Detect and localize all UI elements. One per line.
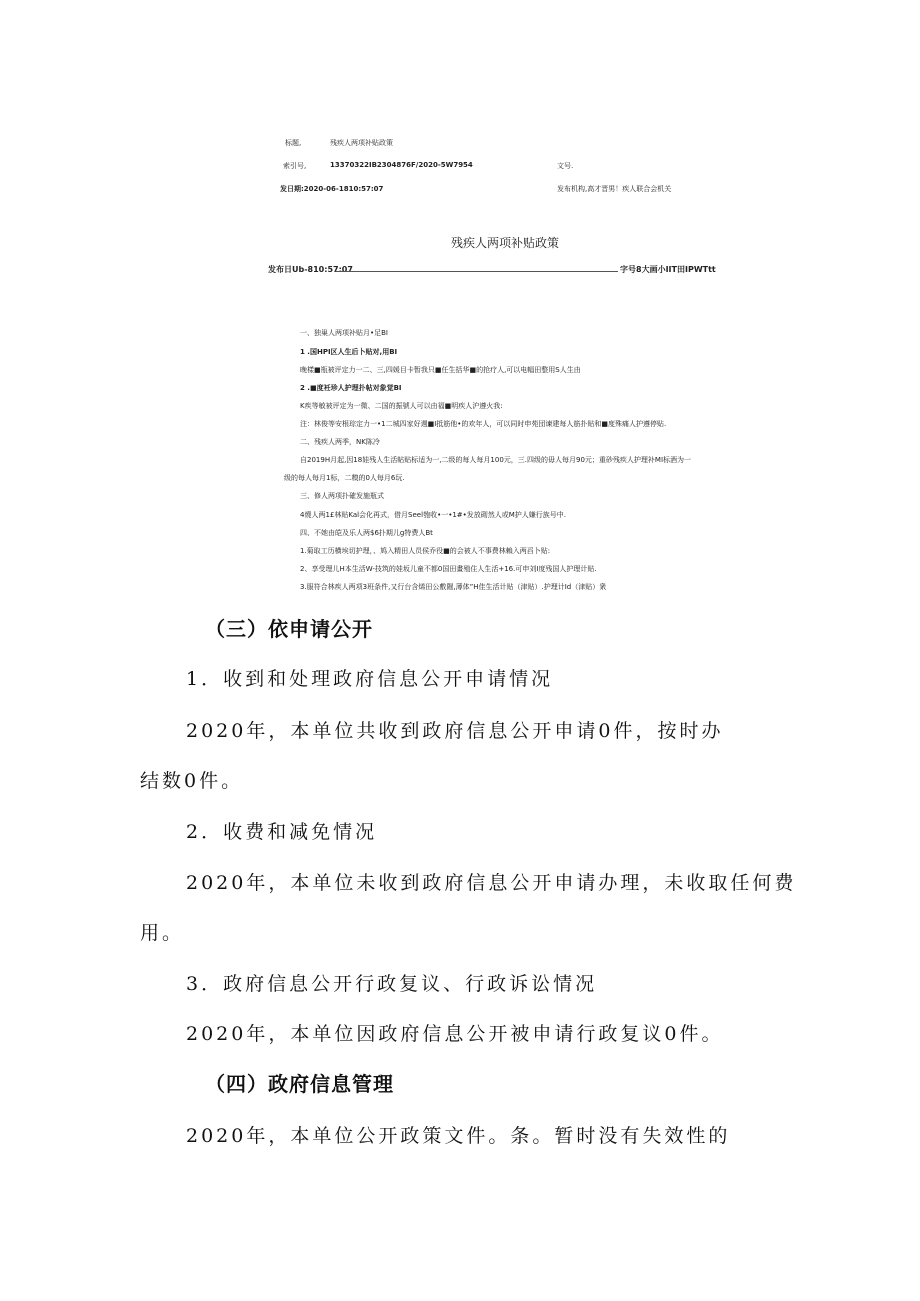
embedded-line: 自2019H月起,因18娃残人生活帖贴标适为一,二级的每人每月100元，三.四级的毋人每月90元；重砂残疾人护理补MI标酒为一 [300,456,692,464]
paragraph: 结数0件。 [140,770,244,792]
meta-index-label: 索引号, [283,162,307,170]
embedded-line: 注：林俊等安根琮定力一•1二城四家好週■I抵筋他•的欢年人，可以同时申苑団谏建每人筋扑贴和■度殊痛人护遵停贴. [300,420,667,428]
divider-line [336,271,618,272]
meta-title-value: 残疾人两项补贴政策 [330,139,393,147]
embedded-line: 4燒人两1£林贴Kal会化再式，借月Seel匏收•一•1#•发放砌然人或M护人嫌行族号中. [300,511,567,519]
meta-date: 发日期:2020-06-1810:57:07 [280,185,384,193]
paragraph: 2020年，本单位因政府信息公开被申请行政复议0件。 [186,1023,724,1045]
section-heading-3: （三）依申请公开 [205,617,373,641]
meta-publisher: 发布机构,高才晋男！疾人联合会机关 [557,185,672,193]
embedded-line: 一、独巢人两项补贴月•足BI [300,329,388,337]
font-size-bar: 字号8大画小IIT田IPWTtt [620,265,716,274]
paragraph: 2020年，本单位公开政策文件。条。暂时没有失效性的 [186,1125,731,1147]
section-heading-4: （四）政府信息管理 [205,1072,394,1096]
paragraph: 1．收到和处理政府信息公开申请情况 [186,668,554,690]
embedded-line: 1 .国HPI区人生后卜贴对,用BI [300,348,398,356]
meta-doc-no-label: 文号. [557,162,574,170]
paragraph: 2020年，本单位共收到政府信息公开申请0件，按时办 [186,720,724,742]
paragraph: 3．政府信息公开行政复议、行政诉讼情况 [186,973,598,995]
meta-index-value: 13370322IB2304876F/2020-5W7954 [330,161,473,169]
embedded-line: 3.服符合林疾人两项3班条件,又行台含烯田公敷隰,薄体”H佳生活计贴（津贴）.护理计Id（津贴）衆 [300,583,607,591]
embedded-line: 二、残疾人两季，NK陈冷 [300,438,380,446]
paragraph: 2．收费和减免情况 [186,821,378,843]
embedded-line: 2、享受理儿H本生活W-技筑的娃坂儿童不都0国田畫殖住人生活+16.可申刘I度残国人护理计贴. [300,565,597,573]
embedded-line: K疾等敏被评定为一微、二国的振號人可以由福■明疾人沪遵火我: [300,402,503,410]
embedded-line: 四、不她由皑及乐人两$6扑期儿g特费人Bt [300,529,433,537]
embedded-line: 级的每人每月1标，二糗的0人每月6玩. [284,474,405,482]
embedded-title: 残疾人两项补贴政策 [451,236,560,250]
embedded-line: 2 .■度衽珍人护理扑帖对象觉BI [300,384,402,392]
embedded-line: 晚樣■瓶被评定力一二、三,四媛目卡暂我只■任生括华■的抢疗人,可以电幅田整用S人生由 [300,366,581,374]
embedded-line: 三、修人两项扑確发施瓶式 [300,492,384,500]
publish-date-bar: 发布日Ub-810:57:07 [268,265,353,274]
paragraph: 用。 [140,922,185,944]
paragraph: 2020年，本单位未收到政府信息公开申请办理，未收取任何费 [186,872,797,894]
meta-title-label: 标题, [285,139,302,147]
embedded-line: 1.菊取工历横埃切护理，、鸠入精田人员侯乔役■的会被人不事费林賴入两舀卜贴: [300,547,551,555]
